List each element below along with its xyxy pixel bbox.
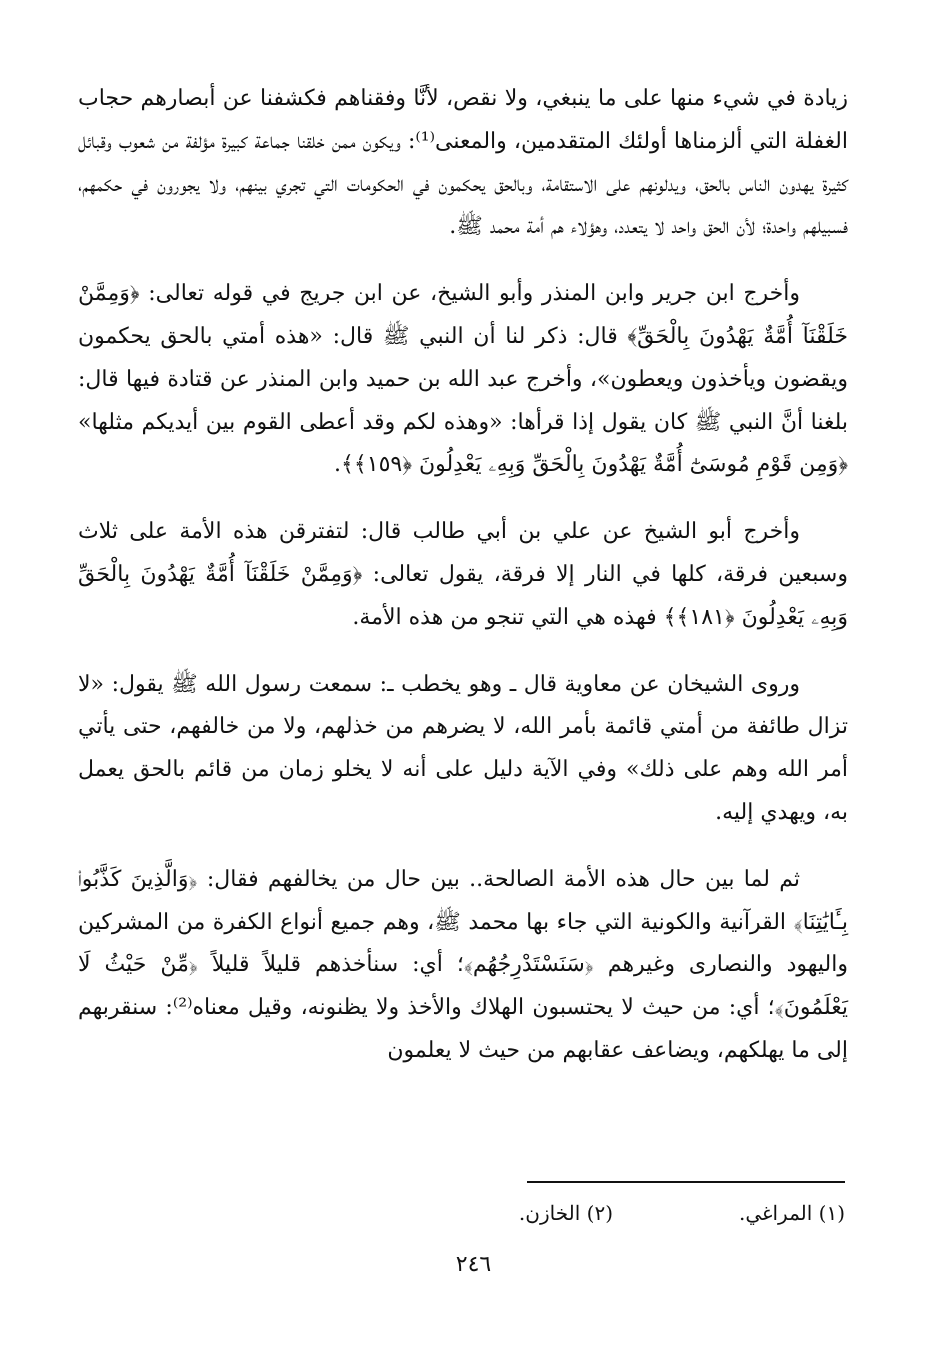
footnote-1: (١) المراغي. bbox=[738, 1201, 845, 1225]
paragraph-1: زيادة في شيء منها على ما ينبغي، ولا نقص، لأنَّا وفقناهم فكشفنا عن أبصارهم حجاب الغفلة التي ألزمناها أولئك المتقدمين، والمعنى⁽¹⁾: ويكون ممن خلقنا جماعة كبيرة مؤلفة من شعوب وقبائل كثيرة يهدون الناس بالحق، ويدلونهم على الاستقامة، وبالحق يحكمون في الحكومات التي تجري بينهم، ولا يجورون في حكمهم، فسبيلهم واحدة؛ لأن الحق واحد لا يتعدد، وهؤلاء هم أمة محمد ﷺ. bbox=[78, 86, 849, 240]
paragraph-3: وأخرج أبو الشيخ عن علي بن أبي طالب قال: لتفترقن هذه الأمة على ثلاث وسبعين فرقة، كلها في النار إلا فرقة، يقول تعالى: ﴿وَمِمَّنْ خَلَقْنَآ أُمَّةٌ يَهْدُونَ بِالْحَقِّ وَبِهِۦ يَعْدِلُونَ ﴿١٨١﴾﴾ فهذه هي التي تنجو من هذه الأمة. bbox=[78, 519, 848, 630]
footnote-separator bbox=[527, 1181, 845, 1183]
main-text bbox=[78, 78, 848, 1073]
paragraph-gap bbox=[78, 835, 848, 859]
footnote-2: (٢) الخازن. bbox=[518, 1201, 613, 1225]
paragraph-gap bbox=[78, 249, 848, 273]
paragraph-4: وروى الشيخان عن معاوية قال ـ وهو يخطب ـ: سمعت رسول الله ﷺ يقول: «لا تزال طائفة من أمتي قائمة بأمر الله، لا يضرهم من خذلهم، ولا من خالفهم، حتى يأتي أمر الله وهم على ذلك» وفي الآية دليل على أنه لا يخلو زمان من قائم بالحق يعمل به، ويهدي إليه. bbox=[78, 671, 848, 825]
paragraph-gap bbox=[78, 487, 848, 511]
paragraph-2: وأخرج ابن جرير وابن المنذر وأبو الشيخ، عن ابن جريج في قوله تعالى: ﴿وَمِمَّنْ خَلَقْنَآ أُمَّةٌ يَهْدُونَ بِالْحَقِّ﴾ قال: ذكر لنا أن النبي ﷺ قال: «هذه أمتي بالحق يحكمون ويقضون ويأخذون ويعطون»، وأخرج عبد الله بن حميد وابن المنذر عن قتادة فيها قال: بلغنا أنَّ النبي ﷺ كان يقول إذا قرأها: «وهذه لكم وقد أعطى القوم بين أيديكم مثلها» ﴿وَمِن قَوْمِ مُوسَىٰٓ أُمَّةٌ يَهْدُونَ بِالْحَقِّ وَبِهِۦ يَعْدِلُونَ ﴿١٥٩﴾﴾. bbox=[78, 281, 848, 478]
paragraph-5: ثم لما بين حال هذه الأمة الصالحة.. بين حال من يخالفهم فقال: ﴿وَالَّذِينَ كَذَّبُوا۟ بِـَٔايَٰتِنَا﴾ القرآنية والكونية التي جاء بها محمد ﷺ، وهم جميع أنواع الكفرة من المشركين واليهود والنصارى وغيرهم ﴿سَنَسْتَدْرِجُهُم﴾؛ أي: سنأخذهم قليلاً قليلاً ﴿مِّنْ حَيْثُ لَا يَعْلَمُونَ﴾؛ أي: من حيث لا يحتسبون الهلاك والأخذ ولا يظنونه، وقيل معناه⁽²⁾: سنقربهم إلى ما يهلكهم، ويضاعف عقابهم من حيث لا يعلمون bbox=[78, 866, 848, 1063]
paragraph-gap bbox=[78, 640, 848, 664]
page-number: ٢٤٦ bbox=[455, 1252, 492, 1277]
